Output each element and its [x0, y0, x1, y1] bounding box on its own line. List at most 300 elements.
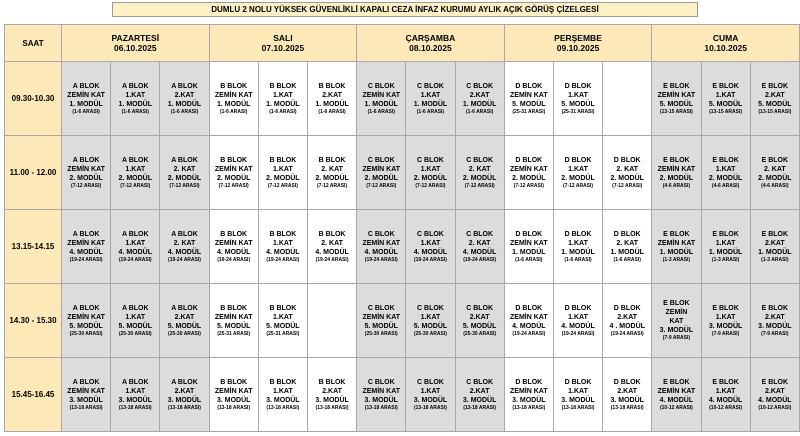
cell-line: C BLOK — [367, 230, 395, 238]
schedule-cell — [553, 284, 602, 358]
cell-range: (19-24 ARASI) — [413, 256, 447, 263]
cell-range: (13-15 ARASI) — [659, 108, 693, 115]
cell-line: 3. MODÜL — [708, 322, 743, 330]
cell-line: A BLOK — [121, 82, 149, 90]
cell-line: ZEMİN KAT — [214, 239, 253, 247]
schedule-cell — [553, 62, 602, 136]
cell-range: (19-24 ARASI) — [168, 256, 201, 263]
schedule-cell — [111, 210, 160, 284]
cell-range: (1-3 ARASI) — [711, 256, 740, 263]
cell-line: 5. MODÜL — [413, 322, 448, 330]
cell-line: 2. KAT — [173, 165, 196, 173]
day-name: ÇARŞAMBA — [405, 33, 456, 43]
cell-line: 1. MODÜL — [462, 100, 497, 108]
cell-line: 2.KAT — [322, 91, 342, 99]
cell-line: 5. MODÜL — [462, 322, 497, 330]
cell-line: 2. KAT — [616, 165, 639, 173]
day-header-tuesday — [209, 25, 357, 62]
schedule-cell — [406, 210, 455, 284]
cell-line: 1.KAT — [420, 91, 441, 99]
cell-line: 4. MODÜL — [266, 248, 300, 256]
cell-line: D BLOK — [613, 230, 641, 238]
title-bar — [0, 0, 800, 22]
cell-line: D BLOK — [564, 378, 592, 386]
schedule-cell — [652, 62, 701, 136]
day-name: PERŞEMBE — [554, 33, 602, 43]
schedule-cell — [111, 358, 160, 432]
cell-line: 1.KAT — [273, 387, 293, 395]
cell-line: D BLOK — [613, 304, 641, 312]
cell-line: 1.KAT — [420, 387, 441, 395]
cell-range: (13-18 ARASI) — [69, 404, 103, 411]
cell-range: (7-12 ARASI) — [562, 182, 594, 189]
schedule-cell — [652, 358, 701, 432]
cell-range: (1-3 ARASI) — [761, 256, 789, 263]
cell-range: (19-24 ARASI) — [561, 330, 595, 337]
cell-line: B BLOK — [269, 230, 297, 238]
schedule-cell — [701, 210, 750, 284]
schedule-cell — [307, 358, 356, 432]
cell-line: 1. MODÜL — [364, 100, 398, 108]
cell-range: (7-12 ARASI) — [218, 182, 249, 189]
cell-line: 3. MODÜL — [266, 396, 300, 404]
cell-line: 1.KAT — [125, 387, 146, 395]
cell-line: ZEMİN KAT — [362, 239, 401, 247]
cell-line: ZEMİN KAT — [510, 165, 548, 173]
schedule-row — [5, 210, 800, 284]
schedule-cell — [603, 210, 652, 284]
saat-header: SAAT — [5, 25, 62, 62]
cell-line: 2. MODÜL — [69, 174, 103, 182]
cell-line: 1. MODÜL — [266, 100, 300, 108]
cell-line: 2.KAT — [764, 239, 785, 247]
cell-line: 1. MODÜL — [167, 100, 202, 108]
day-header-monday — [62, 25, 210, 62]
cell-range: (1-6 ARASI) — [613, 256, 641, 263]
cell-line: 2. KAT — [764, 165, 786, 173]
cell-line: 2.KAT — [764, 387, 785, 395]
cell-line: 2.KAT — [469, 387, 490, 395]
cell-line: 2. MODÜL — [315, 174, 349, 182]
cell-line: 1.KAT — [125, 239, 146, 247]
cell-line: 1.KAT — [420, 313, 441, 321]
cell-line: 2. MODÜL — [167, 174, 202, 182]
cell-line: 3. MODÜL — [512, 396, 546, 404]
cell-line: D BLOK — [515, 82, 543, 90]
cell-range: (7-12 ARASI) — [464, 182, 495, 189]
cell-line: C BLOK — [466, 304, 494, 312]
cell-range: (1-6 ARASI) — [269, 108, 297, 115]
cell-line: 1.KAT — [125, 165, 146, 173]
schedule-cell — [406, 62, 455, 136]
cell-range: (13-18 ARASI) — [364, 404, 398, 411]
cell-range: (1-6 ARASI) — [367, 108, 395, 115]
cell-line: 1.KAT — [568, 165, 588, 173]
cell-line: 1. MODÜL — [659, 248, 694, 256]
schedule-cell — [357, 284, 406, 358]
schedule-cell — [455, 358, 504, 432]
cell-line: E BLOK — [663, 378, 690, 386]
cell-range: (19-24 ARASI) — [266, 256, 300, 263]
cell-range: (25-30 ARASI) — [413, 330, 447, 337]
schedule-cell — [357, 136, 406, 210]
cell-line: A BLOK — [171, 156, 198, 164]
cell-line: 4 . MODÜL — [609, 322, 645, 330]
cell-line: 5. MODÜL — [659, 100, 694, 108]
cell-line: ZEMİN KAT — [510, 387, 548, 395]
cell-line: 5. MODÜL — [561, 100, 595, 108]
cell-range: (13-18 ARASI) — [217, 404, 251, 411]
cell-line: A BLOK — [171, 378, 198, 386]
cell-range: (1-6 ARASI) — [72, 108, 100, 115]
cell-line: B BLOK — [220, 304, 248, 312]
cell-range: (19-24 ARASI) — [610, 330, 644, 337]
cell-line: D BLOK — [613, 378, 641, 386]
cell-line: 2. MODÜL — [659, 174, 694, 182]
cell-range: (1-3 ARASI) — [662, 256, 691, 263]
cell-range: (25-30 ARASI) — [364, 330, 398, 337]
cell-line: D BLOK — [564, 82, 592, 90]
cell-line: 3. MODÜL — [315, 396, 349, 404]
schedule-row — [5, 284, 800, 358]
schedule-cell — [258, 210, 307, 284]
cell-range: (7-12 ARASI) — [415, 182, 446, 189]
schedule-cell — [504, 284, 553, 358]
cell-range: (7-12 ARASI) — [71, 182, 102, 189]
cell-line: ZEMİN KAT — [214, 91, 253, 99]
schedule-cell — [406, 136, 455, 210]
cell-line: B BLOK — [220, 82, 248, 90]
cell-line: A BLOK — [171, 304, 198, 312]
cell-line: C BLOK — [466, 378, 494, 386]
cell-line: ZEMİN — [665, 309, 688, 316]
cell-range: (4-6 ARASI) — [662, 182, 691, 189]
cell-line: ZEMİN KAT — [362, 91, 401, 99]
cell-line: 2.KAT — [617, 387, 638, 395]
cell-line: C BLOK — [417, 378, 444, 386]
cell-line: 4. MODÜL — [462, 248, 497, 256]
schedule-cell — [455, 284, 504, 358]
cell-line: 1. MODÜL — [315, 100, 349, 108]
cell-line: B BLOK — [220, 156, 248, 164]
cell-line: 2. MODÜL — [266, 174, 300, 182]
schedule-cell — [160, 62, 209, 136]
cell-range: (13-15 ARASI) — [709, 108, 743, 115]
cell-line: 2. MODÜL — [512, 174, 546, 182]
cell-line: 1.KAT — [125, 91, 146, 99]
cell-line: 5. MODÜL — [118, 322, 152, 330]
cell-line: 1.KAT — [715, 387, 736, 395]
cell-line: 1. MODÜL — [561, 248, 595, 256]
cell-line: E BLOK — [761, 230, 789, 238]
cell-line: 1. MODÜL — [69, 100, 103, 108]
cell-line: 3. MODÜL — [561, 396, 595, 404]
cell-line: 1.KAT — [273, 239, 293, 247]
cell-line: 5. MODÜL — [708, 100, 743, 108]
cell-line: 4. MODÜL — [69, 248, 103, 256]
cell-line: 2.KAT — [322, 387, 342, 395]
cell-line: 1. MODÜL — [758, 248, 792, 256]
cell-line: ZEMİN KAT — [214, 313, 253, 321]
cell-line: B BLOK — [269, 304, 297, 312]
cell-range: (25-31 ARASI) — [512, 108, 546, 115]
cell-line: 1.KAT — [715, 91, 736, 99]
cell-range: (13-18 ARASI) — [512, 404, 546, 411]
cell-line: D BLOK — [564, 230, 592, 238]
cell-line: A BLOK — [72, 156, 100, 164]
cell-line: 5. MODÜL — [216, 322, 251, 330]
cell-line: ZEMİN KAT — [67, 91, 105, 99]
schedule-cell — [750, 210, 799, 284]
cell-range: (13-18 ARASI) — [561, 404, 595, 411]
cell-line: ZEMİN KAT — [362, 313, 401, 321]
schedule-cell — [307, 62, 356, 136]
cell-line: E BLOK — [761, 156, 789, 164]
schedule-cell — [455, 136, 504, 210]
schedule-cell — [111, 136, 160, 210]
cell-line: ZEMİN KAT — [67, 313, 105, 321]
cell-line: 4. MODÜL — [413, 248, 448, 256]
cell-line: D BLOK — [515, 156, 543, 164]
cell-line: 2.KAT — [469, 313, 490, 321]
time-slot: 11.00 - 12.00 — [5, 136, 62, 210]
cell-line: 1. MODÜL — [610, 248, 644, 256]
cell-line: 2. KAT — [616, 239, 639, 247]
cell-line: 1.KAT — [420, 165, 441, 173]
cell-range: (25-30 ARASI) — [69, 330, 103, 337]
cell-range: (13-18 ARASI) — [315, 404, 349, 411]
cell-line: E BLOK — [712, 156, 739, 164]
cell-line: 2. KAT — [468, 165, 491, 173]
cell-line: 2.KAT — [174, 387, 195, 395]
schedule-body — [5, 62, 800, 432]
cell-range: (13-18 ARASI) — [413, 404, 447, 411]
cell-line: B BLOK — [220, 230, 248, 238]
cell-range: (13-18 ARASI) — [118, 404, 152, 411]
cell-line: 1.KAT — [715, 165, 736, 173]
cell-range: (4-6 ARASI) — [761, 182, 789, 189]
cell-line: D BLOK — [515, 378, 543, 386]
schedule-cell — [160, 136, 209, 210]
cell-range: (13-18 ARASI) — [463, 404, 497, 411]
cell-range: (13-18 ARASI) — [266, 404, 300, 411]
cell-line: 5. MODÜL — [758, 100, 792, 108]
day-date: 10.10.2025 — [704, 43, 747, 53]
cell-line: 1.KAT — [273, 165, 293, 173]
cell-line: 1.KAT — [568, 91, 588, 99]
cell-range: (7-9 ARASI) — [761, 330, 789, 337]
cell-line: E BLOK — [761, 82, 789, 90]
schedule-cell — [209, 136, 258, 210]
cell-line: A BLOK — [121, 378, 149, 386]
cell-line: 2.KAT — [469, 91, 490, 99]
cell-line: 4. MODÜL — [758, 396, 792, 404]
cell-range: (7-12 ARASI) — [267, 182, 298, 189]
schedule-cell — [603, 62, 652, 136]
schedule-cell — [209, 284, 258, 358]
cell-line: 4. MODÜL — [708, 396, 743, 404]
cell-line: C BLOK — [367, 378, 395, 386]
cell-line: 3. MODÜL — [659, 327, 694, 334]
cell-line: B BLOK — [318, 378, 346, 386]
cell-line: 3. MODÜL — [118, 396, 152, 404]
day-header-thursday — [504, 25, 652, 62]
cell-line: ZEMİN KAT — [657, 165, 696, 173]
day-name: PAZARTESİ — [111, 33, 160, 43]
cell-line: 2.KAT — [764, 91, 785, 99]
schedule-cell — [553, 136, 602, 210]
cell-line: 3. MODÜL — [364, 396, 398, 404]
cell-line: 1.KAT — [273, 91, 293, 99]
day-date: 07.10.2025 — [261, 43, 305, 53]
cell-line: ZEMİN KAT — [67, 387, 105, 395]
schedule-cell — [307, 210, 356, 284]
cell-line: 2. MODÜL — [216, 174, 251, 182]
schedule-cell — [357, 210, 406, 284]
cell-line: 1. MODÜL — [118, 100, 152, 108]
schedule-cell — [701, 136, 750, 210]
schedule-cell — [62, 62, 111, 136]
cell-line: C BLOK — [367, 82, 395, 90]
schedule-cell — [652, 284, 701, 358]
schedule-cell — [553, 358, 602, 432]
cell-line: 2.KAT — [174, 91, 195, 99]
cell-line: A BLOK — [171, 230, 198, 238]
time-slot: 14.30 - 15.30 — [5, 284, 62, 358]
cell-line: ZEMİN KAT — [510, 239, 548, 247]
cell-line: 1.KAT — [568, 387, 588, 395]
cell-line: 2.KAT — [617, 313, 638, 321]
cell-range: (7-12 ARASI) — [612, 182, 643, 189]
cell-line: B BLOK — [220, 378, 248, 386]
day-date: 06.10.2025 — [114, 43, 157, 53]
schedule-cell — [750, 62, 799, 136]
schedule-cell — [406, 358, 455, 432]
cell-range: (1-6 ARASI) — [564, 256, 592, 263]
cell-line: ZEMİN KAT — [67, 165, 105, 173]
cell-line: 2. KAT — [321, 165, 343, 173]
schedule-cell — [209, 358, 258, 432]
cell-line: D BLOK — [515, 304, 543, 312]
schedule-cell — [357, 62, 406, 136]
cell-line: 2. KAT — [173, 239, 196, 247]
schedule-cell — [160, 210, 209, 284]
cell-line: C BLOK — [417, 230, 444, 238]
cell-line: 5. MODÜL — [167, 322, 202, 330]
cell-range: (7-12 ARASI) — [120, 182, 151, 189]
cell-line: ZEMİN KAT — [657, 387, 696, 395]
cell-line: A BLOK — [72, 304, 100, 312]
cell-line: C BLOK — [466, 82, 494, 90]
cell-range: (10-12 ARASI) — [659, 404, 693, 411]
cell-line: E BLOK — [663, 156, 690, 164]
cell-range: (13-18 ARASI) — [168, 404, 201, 411]
schedule-cell — [750, 136, 799, 210]
day-name: CUMA — [712, 33, 739, 43]
schedule-cell — [258, 284, 307, 358]
schedule-cell — [750, 358, 799, 432]
cell-line: 5. MODÜL — [266, 322, 300, 330]
cell-line: B BLOK — [269, 156, 297, 164]
schedule-cell — [209, 210, 258, 284]
schedule-cell — [62, 210, 111, 284]
cell-line: 2. KAT — [321, 239, 343, 247]
cell-line: 1.KAT — [273, 313, 293, 321]
page-title: DUMLU 2 NOLU YÜKSEK GÜVENLİKLİ KAPALI CEZA İNFAZ KURUMU AYLIK AÇIK GÖRÜŞ ÇİZELGESİ — [112, 2, 698, 17]
schedule-cell — [504, 62, 553, 136]
schedule-cell — [406, 284, 455, 358]
schedule-cell — [603, 358, 652, 432]
cell-line: E BLOK — [761, 304, 789, 312]
cell-line: D BLOK — [564, 156, 592, 164]
cell-line: 1.KAT — [568, 313, 588, 321]
schedule-row — [5, 136, 800, 210]
schedule-cell — [553, 210, 602, 284]
cell-line: C BLOK — [417, 304, 444, 312]
cell-line: ZEMİN KAT — [67, 239, 105, 247]
time-slot: 15.45-16.45 — [5, 358, 62, 432]
schedule-row — [5, 358, 800, 432]
cell-line: 3. MODÜL — [758, 322, 792, 330]
schedule-cell — [455, 62, 504, 136]
cell-line: 1. MODÜL — [413, 100, 448, 108]
cell-line: 3. MODÜL — [216, 396, 251, 404]
cell-line: 5. MODÜL — [69, 322, 103, 330]
cell-line: ZEMİN KAT — [214, 387, 253, 395]
cell-line: 2. MODÜL — [413, 174, 448, 182]
schedule-cell — [357, 358, 406, 432]
cell-line: 2. MODÜL — [610, 174, 644, 182]
schedule-cell — [603, 136, 652, 210]
cell-line: 1. MODÜL — [216, 100, 251, 108]
cell-range: (13-18 ARASI) — [610, 404, 644, 411]
cell-line: E BLOK — [712, 304, 739, 312]
cell-line: 1. MODÜL — [708, 248, 743, 256]
cell-line: ZEMİN KAT — [510, 313, 548, 321]
cell-line: 2.KAT — [174, 313, 195, 321]
day-header-friday — [652, 25, 800, 62]
cell-range: (1-6 ARASI) — [416, 108, 445, 115]
cell-range: (7-12 ARASI) — [169, 182, 200, 189]
cell-line: 4. MODÜL — [561, 322, 595, 330]
cell-range: (7-12 ARASI) — [513, 182, 544, 189]
cell-range: (19-24 ARASI) — [217, 256, 251, 263]
cell-line: B BLOK — [269, 82, 297, 90]
day-name: SALI — [273, 33, 293, 43]
cell-line: A BLOK — [72, 378, 100, 386]
cell-line: 4. MODÜL — [512, 322, 546, 330]
cell-line: 1.KAT — [715, 313, 736, 321]
schedule-cell — [160, 284, 209, 358]
schedule-cell — [652, 136, 701, 210]
cell-range: (1-6 ARASI) — [465, 108, 494, 115]
cell-line: E BLOK — [663, 230, 690, 238]
cell-line: C BLOK — [367, 156, 395, 164]
cell-line: 2. MODÜL — [708, 174, 743, 182]
cell-line: 5. MODÜL — [512, 100, 546, 108]
cell-line: 2. MODÜL — [462, 174, 497, 182]
cell-line: B BLOK — [318, 230, 346, 238]
cell-line: ZEMİN KAT — [362, 387, 401, 395]
cell-line: E BLOK — [712, 82, 739, 90]
schedule-table — [4, 24, 800, 432]
cell-line: 2.KAT — [764, 313, 785, 321]
cell-line: D BLOK — [515, 230, 543, 238]
cell-line: E BLOK — [663, 82, 690, 90]
time-slot: 09.30-10.30 — [5, 62, 62, 136]
cell-range: (25-30 ARASI) — [118, 330, 152, 337]
cell-line: C BLOK — [367, 304, 395, 312]
